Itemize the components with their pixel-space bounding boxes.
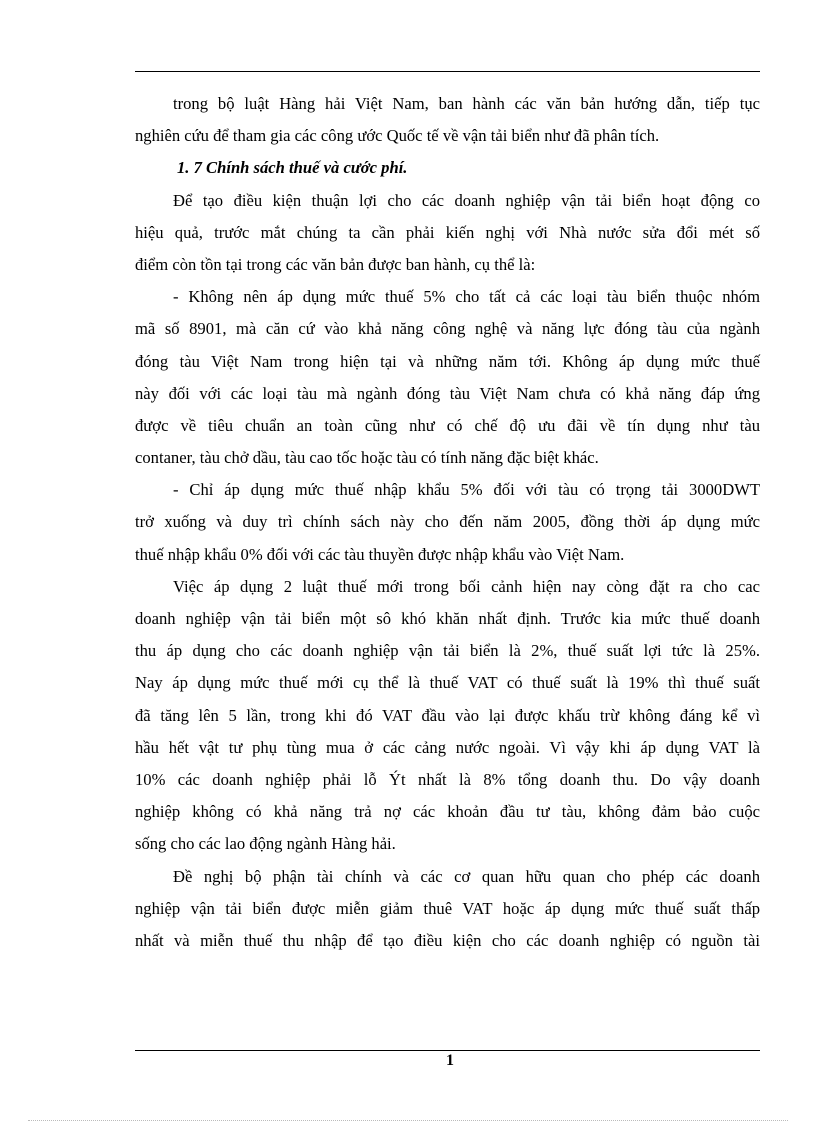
text-line: trở xuống và duy trì chính sách này cho đến năm 2005, đồng thời áp dụng mức	[135, 512, 760, 532]
text-line: contaner, tàu chở dầu, tàu cao tốc hoặc tàu có tính năng đặc biệt khác.	[135, 448, 599, 468]
page-edge-divider	[28, 1120, 788, 1121]
text-line: 10% các doanh nghiệp phải lỗ Ýt nhất là 8% tổng doanh thu. Do vậy doanh	[135, 769, 760, 789]
text-line: trong bộ luật Hàng hải Việt Nam, ban hành các văn bản hướng dẫn, tiếp tục	[173, 94, 760, 113]
text-line: đã tăng lên 5 lần, trong khi đó VAT đầu vào lại được khấu trừ không đáng kể vì	[135, 705, 760, 725]
text-line: nghiệp không có khả năng trả nợ các khoản đầu tư tàu, không đảm bảo cuộc	[135, 802, 760, 822]
text-line: Để tạo điều kiện thuận lợi cho các doanh nghiệp vận tải biển hoạt động co	[173, 190, 760, 210]
text-line: Đề nghị bộ phận tài chính và các cơ quan hữu quan cho phép các doanh	[173, 866, 760, 886]
text-line: doanh nghiệp vận tải biển một sô khó khăn nhất định. Trước kia mức thuế doanh	[135, 609, 760, 628]
text-line: điểm còn tồn tại trong các văn bản được ban hành, cụ thể là:	[135, 254, 536, 274]
text-line: đóng tàu Việt Nam trong hiện tại và những năm tới. Không áp dụng mức thuế	[135, 351, 760, 371]
text-line: - Chỉ áp dụng mức thuế nhập khẩu 5% đối với tàu có trọng tải 3000DWT	[173, 480, 760, 500]
text-line: sống cho các lao động ngành Hàng hải.	[135, 834, 396, 854]
document-body	[135, 88, 760, 957]
header-rule	[135, 71, 760, 72]
text-line: nghiệp vận tải biển được miễn giảm thuê VAT hoặc áp dụng mức thuế suất thấp	[135, 898, 760, 918]
section-heading: 1. 7 Chính sách thuế và cước phí.	[177, 158, 408, 178]
text-line: hiệu quả, trước mắt chúng ta cần phải kiến nghị với Nhà nước sửa đổi mét số	[135, 222, 760, 242]
text-line: Việc áp dụng 2 luật thuế mới trong bối cảnh hiện nay còng đặt ra cho cac	[173, 576, 760, 596]
text-line: nghiên cứu để tham gia các công ước Quốc tế về vận tải biển như đã phân tích.	[135, 126, 660, 146]
text-line: thuế nhập khẩu 0% đối với các tàu thuyền được nhập khẩu vào Việt Nam.	[135, 544, 625, 564]
text-line: nhất và miễn thuế thu nhập để tạo điều kiện cho các doanh nghiệp có nguồn tài	[135, 930, 760, 950]
footer-rule	[135, 1050, 760, 1051]
text-line: hầu hết vật tư phụ tùng mua ở các cảng nước ngoài. Vì vậy khi áp dụng VAT là	[135, 737, 760, 757]
text-line: mã số 8901, mà căn cứ vào khả năng công nghệ và năng lực đóng tàu của ngành	[135, 319, 760, 339]
text-line: - Không nên áp dụng mức thuế 5% cho tất cả các loại tàu biển thuộc nhóm	[173, 287, 760, 307]
text-line: Nay áp dụng mức thuế mới cụ thể là thuế VAT có thuế suất là 19% thì thuế suất	[135, 673, 760, 693]
page-number: 1	[446, 1052, 454, 1069]
text-line: được về tiêu chuẩn an toàn cũng như có chế độ ưu đãi về tín dụng như tàu	[135, 415, 760, 435]
text-line: này đối với các loại tàu mà ngành đóng tàu Việt Nam chưa có khả năng đáp ứng	[135, 383, 760, 403]
text-line: thu áp dụng cho các doanh nghiệp vận tải biển là 2%, thuế suất lợi tức là 25%.	[135, 641, 760, 661]
